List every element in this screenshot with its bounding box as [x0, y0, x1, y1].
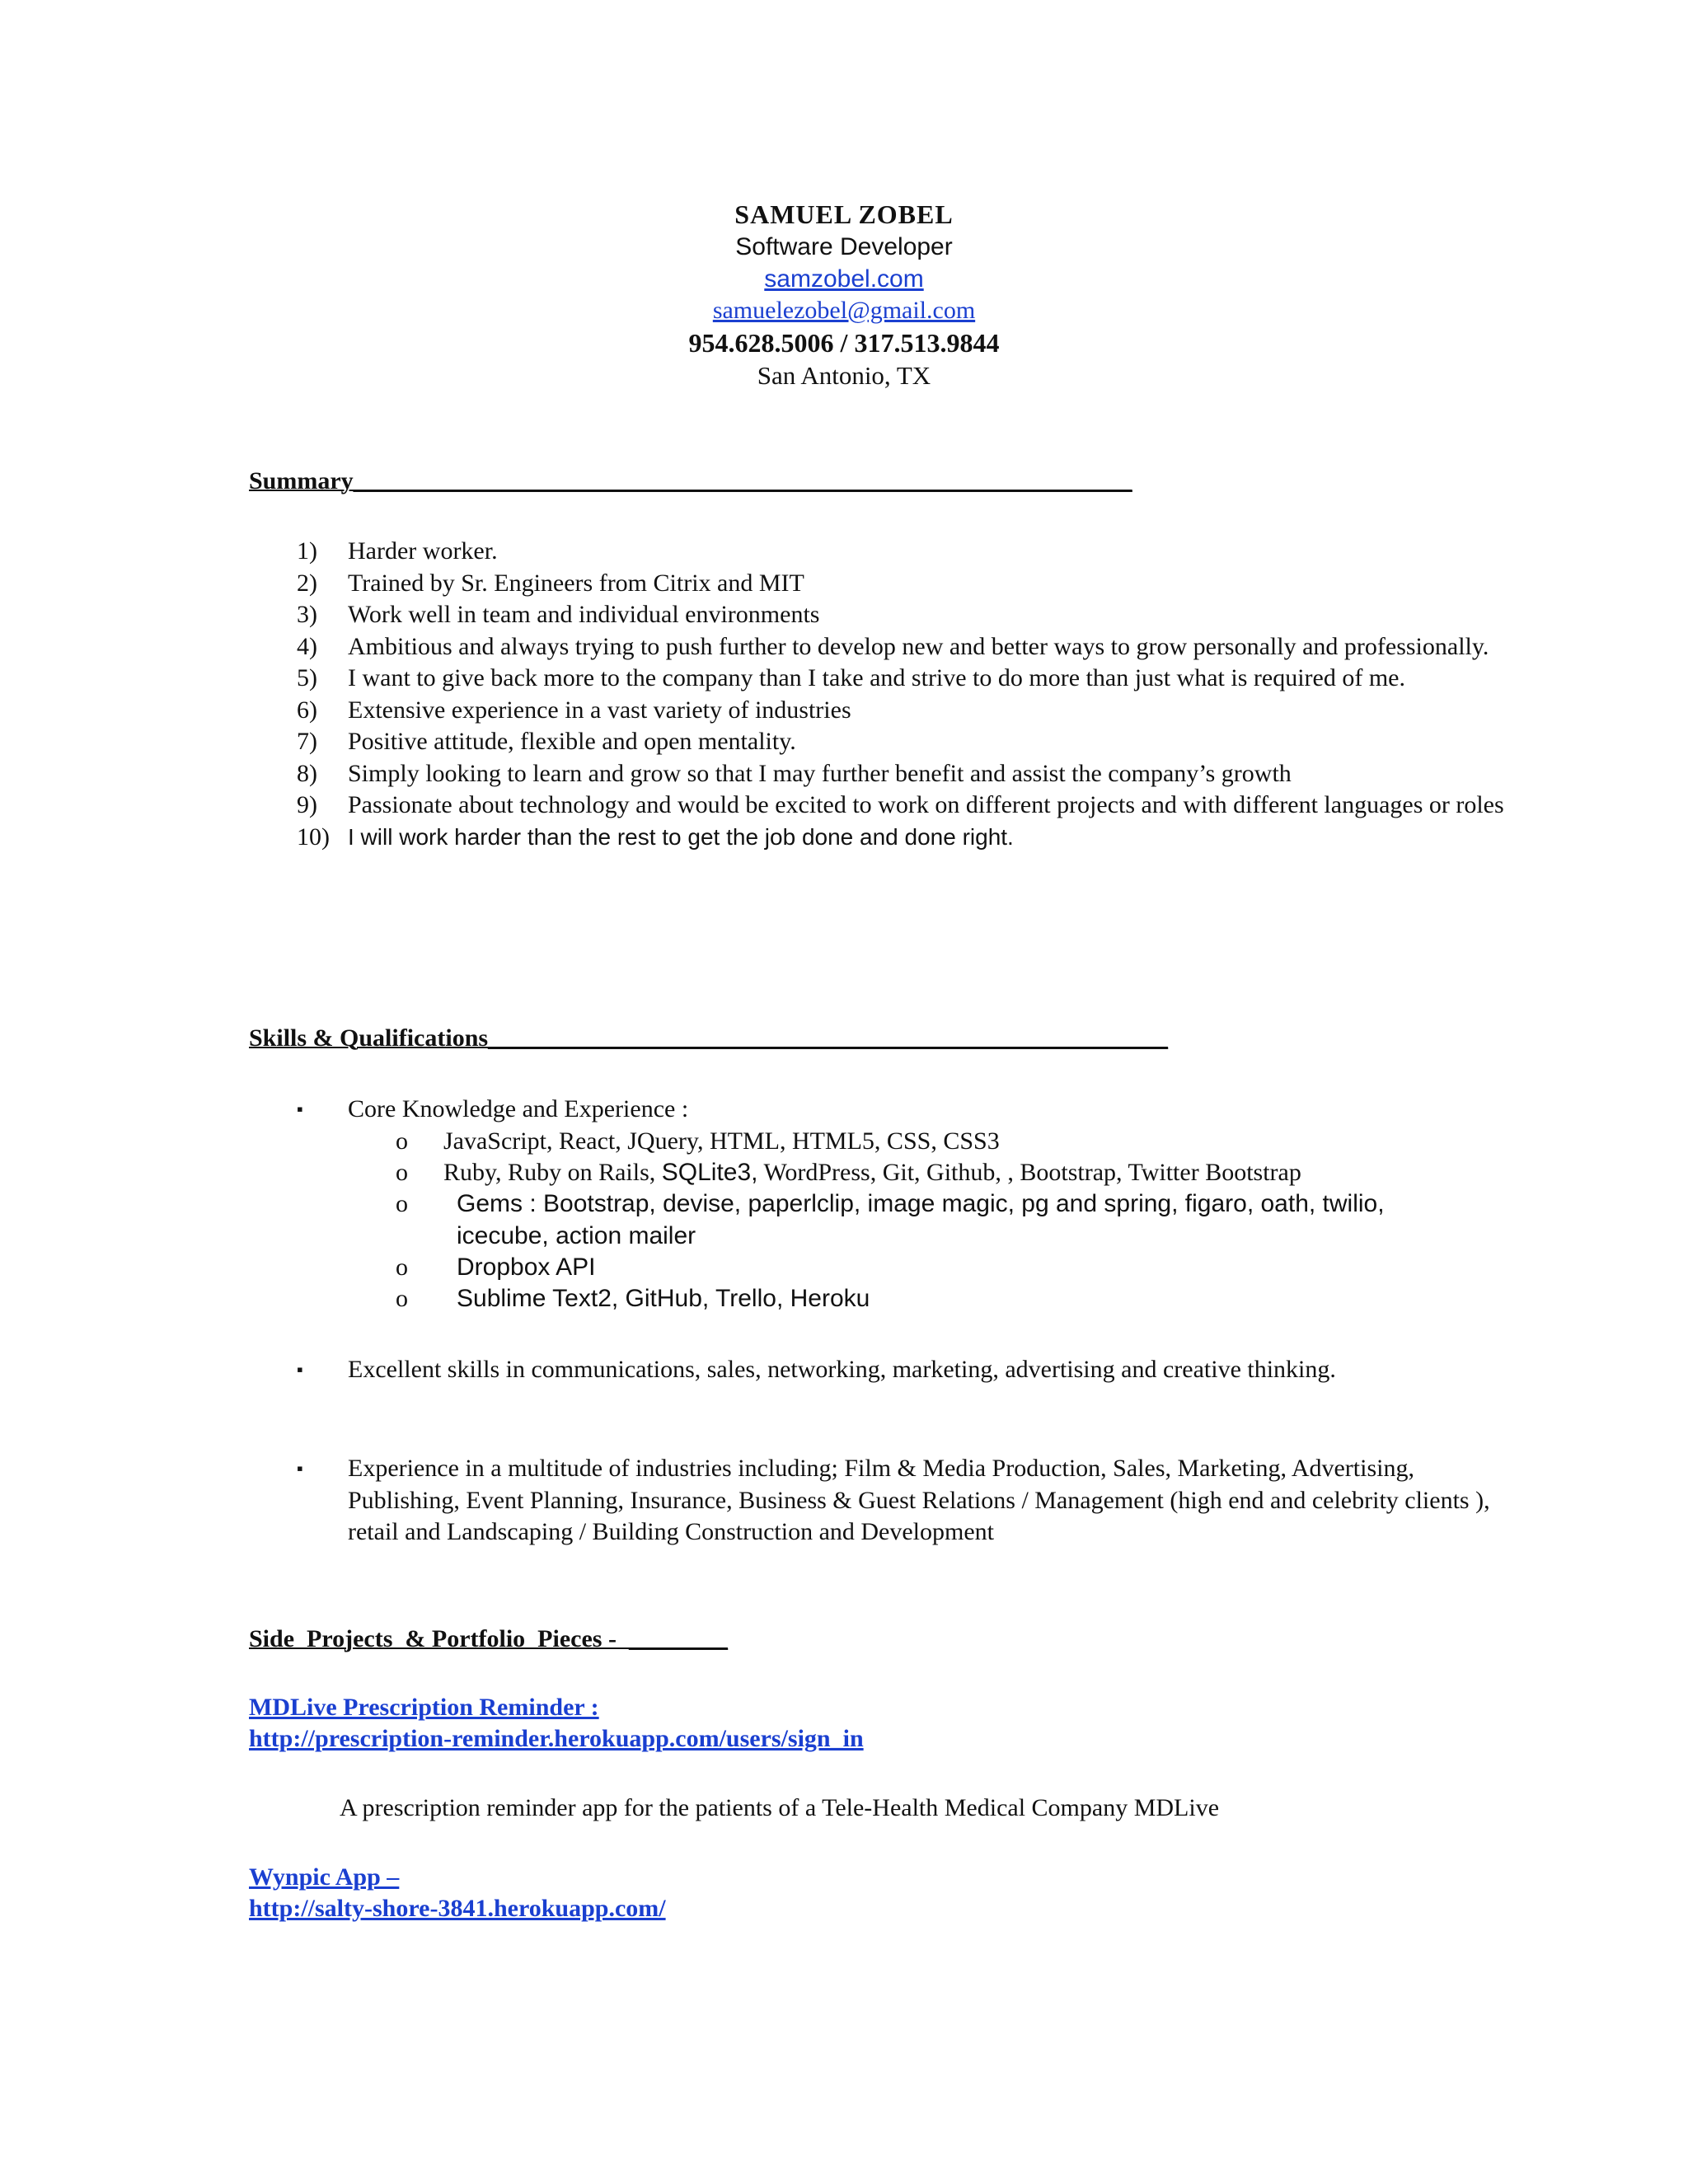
summary-item: 9) Passionate about technology and would be excited to work on different projects and with different languages or roles	[297, 791, 1504, 818]
phone-numbers: 954.628.5006 / 317.513.9844	[688, 328, 1000, 358]
summary-item: 7) Positive attitude, flexible and open mentality.	[297, 728, 796, 755]
core-knowledge-bullet	[297, 1094, 1492, 1126]
core-knowledge-label: Core Knowledge and Experience :	[348, 1095, 689, 1122]
candidate-name: SAMUEL ZOBEL	[734, 199, 954, 229]
projects-heading: Side Projects & Portfolio Pieces - ________	[249, 1625, 728, 1652]
mdlive-project-title[interactable]: MDLive Prescription Reminder :	[249, 1694, 599, 1721]
summary-item: 4) Ambitious and always trying to push further to develop new and better ways to grow personally and professionally.	[297, 632, 1489, 660]
mdlive-project-description: A prescription reminder app for the patients of a Tele-Health Medical Company MDLive	[340, 1794, 1220, 1821]
wynpic-project-title[interactable]: Wynpic App –	[249, 1863, 400, 1891]
skill-sub-item: o Sublime Text2, GitHub, Trello, Heroku	[396, 1285, 870, 1312]
skill-sub-item: o Ruby, Ruby on Rails, SQLite3, WordPress, Git, Github, , Bootstrap, Twitter Bootstrap	[396, 1159, 1301, 1186]
skills-heading: Skills & Qualifications_______________________________________________________	[249, 1024, 1169, 1052]
summary-item: 1) Harder worker.	[297, 537, 498, 565]
industries-text: Experience in a multitude of industries including; Film & Media Production, Sales, Marketing, Advertising, Publishing, Event Planning, Insurance, Business & Guest Relations / Management (high end and celebrity clients ), retail and Landscaping / Building Construction and Development	[348, 1455, 1490, 1545]
job-title: Software Developer	[735, 233, 953, 260]
summary-item: 8) Simply looking to learn and grow so that I may further benefit and assist the company’s growth	[297, 759, 1292, 787]
communications-bullet	[297, 1354, 1492, 1386]
summary-item: 2) Trained by Sr. Engineers from Citrix and MIT	[297, 569, 804, 597]
bullet-marker: ▪	[297, 1359, 303, 1380]
bullet-marker: ▪	[297, 1099, 303, 1119]
location: San Antonio, TX	[757, 361, 931, 390]
industries-bullet	[297, 1453, 1492, 1549]
summary-item: 6) Extensive experience in a vast variety of industries	[297, 696, 851, 724]
email-link[interactable]: samuelezobel@gmail.com	[712, 297, 976, 324]
mdlive-project-url[interactable]: http://prescription-reminder.herokuapp.com/users/sign_in	[249, 1725, 864, 1752]
skill-sub-item: o JavaScript, React, JQuery, HTML, HTML5, CSS, CSS3	[396, 1127, 1000, 1155]
summary-list	[297, 536, 1518, 853]
summary-item: 3) Work well in team and individual environments	[297, 601, 820, 628]
wynpic-project-url[interactable]: http://salty-shore-3841.herokuapp.com/	[249, 1895, 666, 1922]
communications-text: Excellent skills in communications, sales, networking, marketing, advertising and creative thinking.	[348, 1356, 1336, 1383]
resume-header	[0, 198, 1688, 392]
summary-item: 10) I will work harder than the rest to get the job done and done right.	[297, 823, 1014, 851]
skill-sub-item: o Dropbox API	[396, 1254, 596, 1281]
bullet-marker: ▪	[297, 1458, 303, 1479]
skill-sub-item: o Gems : Bootstrap, devise, paperlclip, image magic, pg and spring, figaro, oath, twilio, icecube, action mailer	[396, 1190, 1385, 1249]
website-link[interactable]: samzobel.com	[764, 265, 924, 293]
summary-heading: Summary_______________________________________________________________	[249, 467, 1132, 494]
summary-item: 5) I want to give back more to the company than I take and strive to do more than just what is required of me.	[297, 664, 1405, 691]
